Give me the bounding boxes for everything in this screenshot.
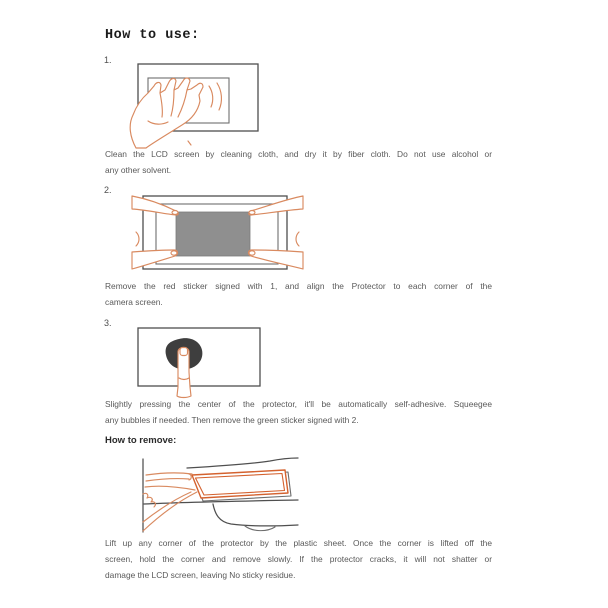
camera-body-curve: [213, 504, 298, 526]
remove-caption: [105, 536, 492, 583]
step-2-illustration-aligning-protector: [130, 192, 305, 277]
step-3-number: 3.: [104, 318, 112, 328]
instruction-text-line: damage the LCD screen, leaving No sticky residue.: [105, 569, 296, 580]
finger-line: [146, 473, 192, 475]
how-to-remove-heading: How to remove:: [105, 435, 177, 446]
camera-mid-edge-line: [144, 500, 298, 504]
instruction-text-line: screen, hold the corner and remove slowly. If the protector cracks, it will not shatter or: [105, 553, 492, 564]
protector-sheet: [176, 212, 250, 256]
instruction-text-line: any bubbles if needed. Then remove the green sticker signed with 2.: [105, 414, 359, 425]
step-2-number: 2.: [104, 185, 112, 195]
fingernail-icon: [180, 348, 188, 356]
curled-finger-line: [296, 232, 299, 246]
camera-top-edge-line: [187, 458, 298, 468]
instruction-text-line: Slightly pressing the center of the protector, it'll be automatically self-adhesive. Squeegee: [105, 399, 492, 409]
knuckle-bumps-line: [143, 493, 155, 507]
remove-illustration-lifting-corner: [135, 454, 300, 536]
how-to-use-heading: How to use:: [105, 28, 200, 43]
instruction-text-line: Lift up any corner of the protector by the plastic sheet. Once the corner is lifted off the: [105, 538, 492, 548]
instruction-text-line: Clean the LCD screen by cleaning cloth, and dry it by fiber cloth. Do not use alcohol or: [105, 149, 492, 159]
step-2-caption: [105, 279, 492, 311]
thumb-edge-line: [143, 492, 191, 522]
lens-bump-curve: [245, 526, 275, 531]
step-1-number: 1.: [104, 55, 112, 65]
finger-line: [146, 479, 189, 481]
instruction-text-line: any other solvent.: [105, 164, 172, 175]
wrist-tick: [188, 141, 191, 145]
step-3-illustration-pressing-center: [130, 324, 270, 400]
instruction-text-line: camera screen.: [105, 296, 163, 307]
instruction-text-line: Remove the red sticker signed with 1, and align the Protector to each corner of the: [105, 281, 492, 291]
finger-line: [145, 486, 195, 490]
step-3-caption: [105, 397, 492, 429]
thumbnail-icon: [249, 251, 255, 255]
thumbnail-icon: [171, 251, 177, 255]
step-1-illustration-hand-wiping-screen: [110, 59, 305, 149]
curled-finger-line: [136, 232, 139, 246]
step-1-caption: [105, 147, 492, 179]
fingernail-icon: [172, 211, 178, 215]
fingernail-icon: [249, 211, 255, 215]
